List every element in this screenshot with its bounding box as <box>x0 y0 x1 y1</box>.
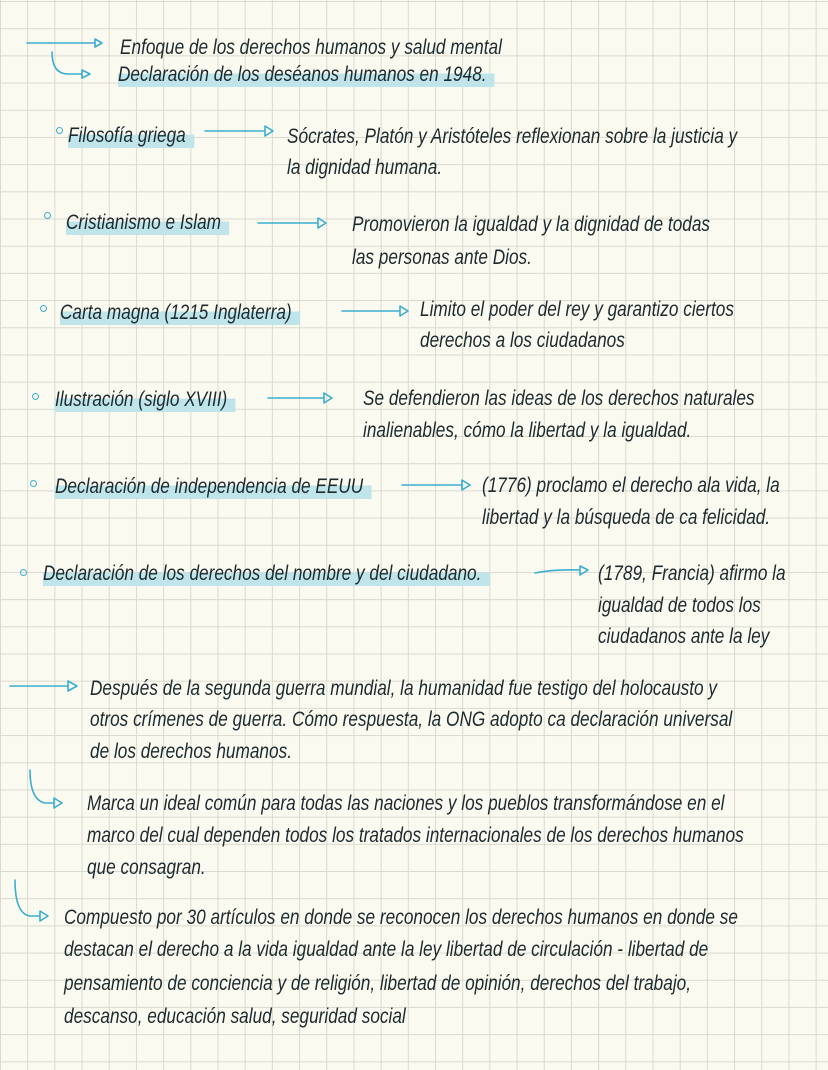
item-label: Cristianismo e Islam <box>66 209 229 237</box>
item-label: Declaración de los derechos del nombre y del ciudadano. <box>43 560 490 588</box>
item-label: Ilustración (siglo XVIII) <box>55 386 235 414</box>
bullet-icon <box>32 393 39 400</box>
bullet-icon <box>56 127 63 134</box>
intro-title: Enfoque de los derechos humanos y salud mental <box>120 36 502 59</box>
item-desc: Promovieron la igualdad y la dignidad de todas <box>352 213 711 236</box>
item-desc: inalienables, cómo la libertad y la igualdad. <box>363 419 692 442</box>
paragraph-line: Marca un ideal común para todas las naciones y los pueblos transformándose en el <box>87 792 725 815</box>
paragraph-line: que consagran. <box>87 856 206 879</box>
bullet-icon <box>40 305 47 312</box>
paragraph-line: de los derechos humanos. <box>90 740 292 763</box>
item-desc: igualdad de todos los <box>598 594 761 617</box>
item-label: Filosofía griega <box>68 122 194 150</box>
paragraph-line: otros crímenes de guerra. Cómo respuesta, la ONG adopto ca declaración universal <box>90 708 733 731</box>
paragraph-line: destacan el derecho a la vida igualdad ante la ley libertad de circulación - libertad de <box>64 938 709 961</box>
paragraph-line: Compuesto por 30 artículos en donde se reconocen los derechos humanos en donde se <box>64 906 738 929</box>
arrow-icon <box>0 0 1 1</box>
item-desc: derechos a los ciudadanos <box>420 329 625 352</box>
paragraph-line: pensamiento de conciencia y de religión, libertad de opinión, derechos del trabajo, <box>64 972 692 995</box>
item-desc: Limito el poder del rey y garantizo ciertos <box>420 298 734 321</box>
item-desc: las personas ante Dios. <box>352 246 532 269</box>
item-label: Carta magna (1215 Inglaterra) <box>60 299 300 327</box>
item-desc: ciudadanos ante la ley <box>598 625 770 648</box>
paragraph-line: Después de la segunda guerra mundial, la humanidad fue testigo del holocausto y <box>90 677 718 700</box>
bullet-icon <box>30 480 37 487</box>
item-desc: libertad y la búsqueda de ca felicidad. <box>482 506 771 529</box>
paragraph-line: marco del cual dependen todos los tratados internacionales de los derechos humanos <box>87 824 744 847</box>
intro-subtitle: Declaración de los deséanos humanos en 1948. <box>118 61 495 89</box>
paragraph-line: descanso, educación salud, seguridad social <box>64 1005 406 1028</box>
item-desc: Se defendieron las ideas de los derechos naturales <box>363 387 755 410</box>
item-label: Declaración de independencia de EEUU <box>55 473 371 501</box>
item-desc: (1776) proclamo el derecho ala vida, la <box>482 474 780 497</box>
item-desc: (1789, Francia) afirmo la <box>598 562 786 585</box>
item-desc: Sócrates, Platón y Aristóteles reflexionan sobre la justicia y <box>287 125 738 148</box>
bullet-icon <box>44 212 51 219</box>
item-desc: la dignidad humana. <box>287 156 443 179</box>
bullet-icon <box>20 569 27 576</box>
